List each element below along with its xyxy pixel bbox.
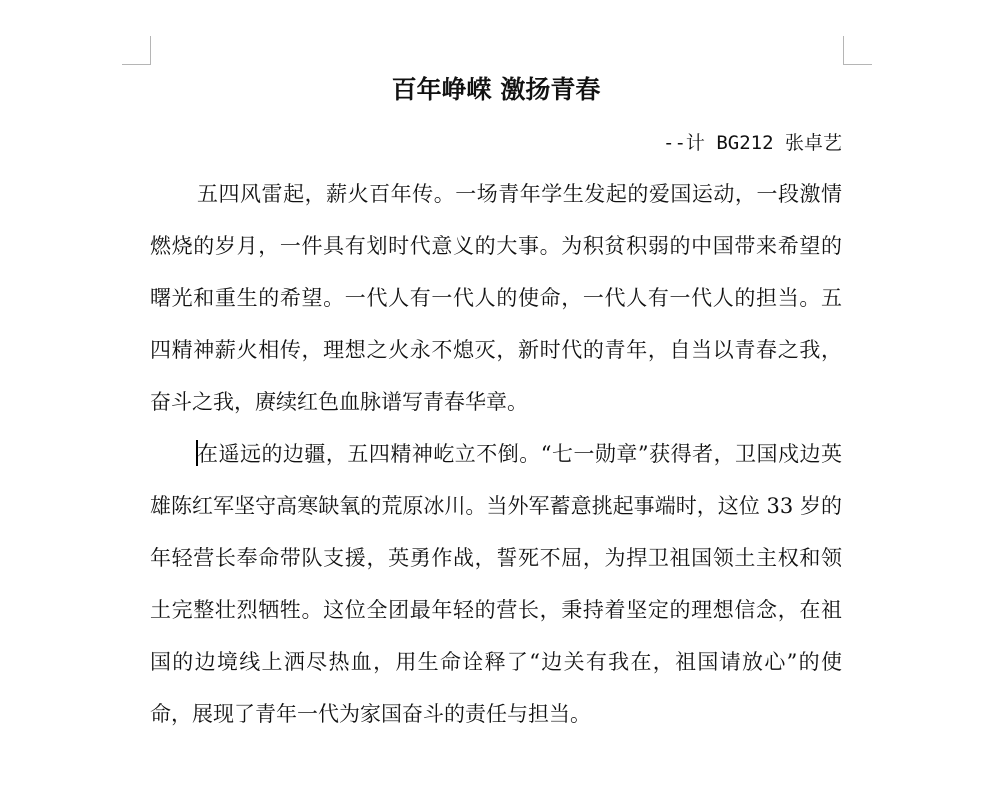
body-paragraph-2[interactable]: 在遥远的边疆，五四精神屹立不倒。“七一勋章”获得者，卫国戍边英雄陈红军坚守高寒缺氧的荒原冰川。当外军蓄意挑起事端时，这位 33 岁的年轻营长奉命带队支援，英勇作战，誓死不屈，为捍卫祖国领土主权和领土完整壮烈牺牲。这位全团最年轻的营长，秉持着坚定的理想信念，在祖国的边境线上洒尽热血，用生命诠释了“边关有我在，祖国请放心”的使命，展现了青年一代为家国奋斗的责任与担当。: [150, 442, 842, 726]
top-left-margin-mark: [122, 36, 151, 65]
top-right-margin-mark: [843, 36, 872, 65]
document-title[interactable]: 百年峥嵘 激扬青春: [391, 75, 601, 104]
text-cursor: [196, 440, 198, 466]
author-line[interactable]: --计 BG212 张卓艺: [663, 132, 842, 154]
body-paragraph-1[interactable]: 五四风雷起，薪火百年传。一场青年学生发起的爱国运动，一段激情燃烧的岁月，一件具有划时代意义的大事。为积贫积弱的中国带来希望的曙光和重生的希望。一代人有一代人的使命，一代人有一代人的担当。五四精神薪火相传，理想之火永不熄灭，新时代的青年，自当以青春之我，奋斗之我，赓续红色血脉谱写青春华章。: [150, 182, 842, 414]
